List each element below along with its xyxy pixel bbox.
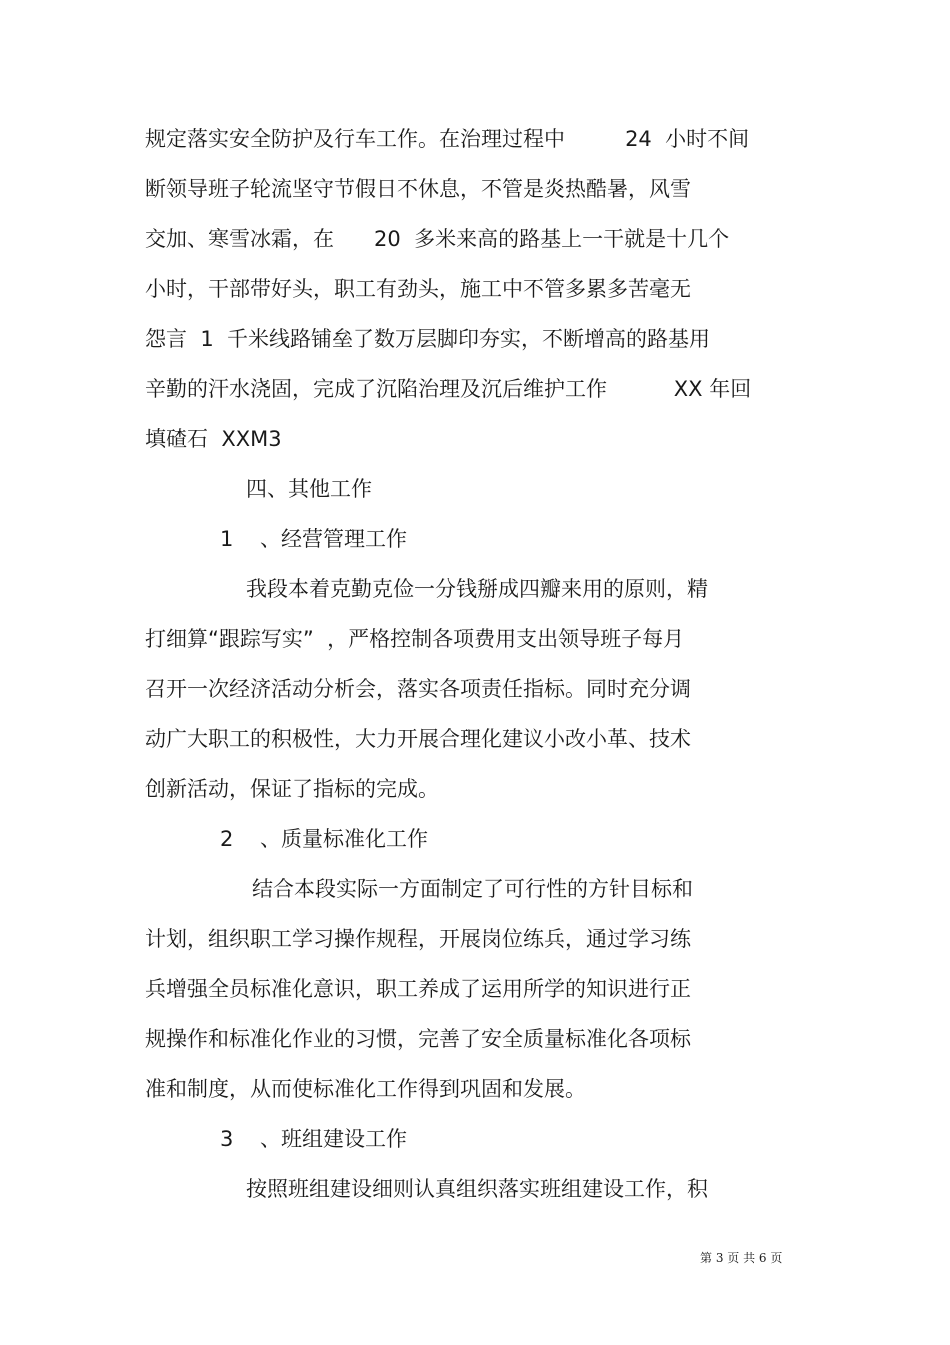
text-line: 断领导班子轮流坚守节假日不休息，不管是炎热酷暑，风雪: [145, 177, 691, 201]
subsection-heading: 1 、经营管理工作: [220, 527, 408, 551]
text-line: 创新活动，保证了指标的完成。: [145, 777, 439, 801]
text-line: 规操作和标准化作业的习惯，完善了安全质量标准化各项标: [145, 1027, 691, 1051]
text-line: 动广大职工的积极性，大力开展合理化建议小改小革、技术: [145, 727, 691, 751]
paragraph-first-line: 结合本段实际一方面制定了可行性的方针目标和: [252, 877, 693, 901]
text-line: 计划，组织职工学习操作规程，开展岗位练兵，通过学习练: [145, 927, 691, 951]
paragraph-first-line: 我段本着克勤克俭一分钱掰成四瓣来用的原则，精: [246, 577, 708, 601]
text-line: 怨言 1 千米线路铺垒了数万层脚印夯实，不断增高的路基用: [145, 327, 711, 351]
text-line: 交加、寒雪冰霜，在 20 多米来高的路基上一干就是十几个: [145, 227, 730, 251]
text-line: 辛勤的汗水浇固，完成了沉陷治理及沉后维护工作 XX 年回: [145, 377, 752, 401]
section-heading: 四、其他工作: [246, 477, 372, 501]
text-line: 填碴石 XXM3: [145, 427, 282, 451]
page-number-footer: 第 3 页 共 6 页: [700, 1251, 783, 1265]
text-line: 规定落实安全防护及行车工作。在治理过程中 24 小时不间: [145, 127, 750, 151]
subsection-heading: 2 、质量标准化工作: [220, 827, 429, 851]
paragraph-first-line: 按照班组建设细则认真组织落实班组建设工作，积: [246, 1177, 708, 1201]
text-line: 召开一次经济活动分析会，落实各项责任指标。同时充分调: [145, 677, 691, 701]
text-line: 打细算“跟踪写实” ，严格控制各项费用支出领导班子每月: [145, 627, 685, 651]
text-line: 准和制度，从而使标准化工作得到巩固和发展。: [145, 1077, 586, 1101]
subsection-heading: 3 、班组建设工作: [220, 1127, 408, 1151]
text-line: 兵增强全员标准化意识，职工养成了运用所学的知识进行正: [145, 977, 691, 1001]
text-line: 小时，干部带好头，职工有劲头，施工中不管多累多苦毫无: [145, 277, 691, 301]
